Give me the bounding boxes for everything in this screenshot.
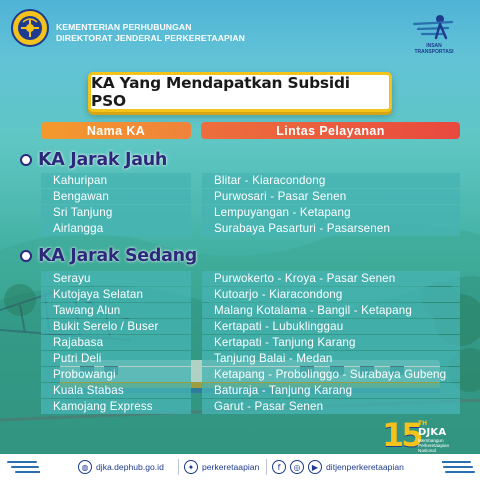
footer-twitter[interactable] <box>184 460 259 474</box>
cell-lintas: Tanjung Balai - Medan <box>202 351 460 366</box>
badge-name: DJKA <box>418 427 447 438</box>
org-line-1: KEMENTERIAN PERHUBUNGAN <box>56 22 192 32</box>
table-row <box>0 287 480 302</box>
table-row <box>0 221 480 236</box>
cell-lintas: Purwosari - Pasar Senen <box>202 189 460 204</box>
cell-nama: Kuala Stabas <box>41 383 191 398</box>
table-row <box>0 399 480 414</box>
cell-nama: Kamojang Express <box>41 399 191 414</box>
cell-nama: Airlangga <box>41 221 191 236</box>
column-header-nama: Nama KA <box>41 122 191 139</box>
cell-lintas: Kutoarjo - Kiaracondong <box>202 287 460 302</box>
section-title: KA Jarak Jauh <box>38 150 168 170</box>
footer <box>0 454 480 480</box>
cell-lintas: Ketapang - Probolinggo - Surabaya Gubeng <box>202 367 460 382</box>
cell-nama: Tawang Alun <box>41 303 191 318</box>
globe-icon: ◍ <box>78 460 92 474</box>
cell-lintas: Kertapati - Lubuklinggau <box>202 319 460 334</box>
kemenhub-logo-icon <box>10 8 50 48</box>
instagram-icon: ◎ <box>290 460 304 474</box>
cell-nama: Rajabasa <box>41 335 191 350</box>
twitter-icon: ✦ <box>184 460 198 474</box>
org-line-2: DIREKTORAT JENDERAL PERKERETAAPIAN <box>56 32 245 43</box>
footer-divider <box>266 459 267 475</box>
table-row <box>0 319 480 334</box>
cell-lintas: Blitar - Kiaracondong <box>202 173 460 188</box>
table-row <box>0 271 480 286</box>
cell-lintas: Kertapati - Tanjung Karang <box>202 335 460 350</box>
cell-nama: Bukit Serelo / Buser <box>41 319 191 334</box>
cell-lintas: Purwokerto - Kroya - Pasar Senen <box>202 271 460 286</box>
section-jarak-sedang <box>20 246 197 266</box>
title-banner <box>88 72 392 112</box>
section-jarak-jauh <box>20 150 167 170</box>
header <box>0 0 480 62</box>
table-row <box>0 173 480 188</box>
cell-lintas: Lempuyangan - Ketapang <box>202 205 460 220</box>
table-row <box>0 303 480 318</box>
website-text: djka.dephub.go.id <box>96 462 164 472</box>
cell-nama: Bengawan <box>41 189 191 204</box>
badge-suffix: TH <box>418 420 428 427</box>
insan-transportasi-logo <box>406 12 462 56</box>
badge-tagline: Membangun Perkeretaapian Nasional <box>418 438 450 453</box>
cell-lintas: Malang Kotalama - Bangil - Ketapang <box>202 303 460 318</box>
facebook-icon: f <box>272 460 286 474</box>
bullet-icon <box>20 154 32 166</box>
bullet-icon <box>20 250 32 262</box>
cell-nama: Kahuripan <box>41 173 191 188</box>
table-row <box>0 335 480 350</box>
cell-lintas: Garut - Pasar Senen <box>202 399 460 414</box>
cell-nama: Putri Deli <box>41 351 191 366</box>
table-row <box>0 189 480 204</box>
rail-stripes-right-icon <box>442 458 476 476</box>
cell-nama: Serayu <box>41 271 191 286</box>
section-title: KA Jarak Sedang <box>38 246 197 266</box>
footer-social[interactable] <box>272 460 404 474</box>
cell-nama: Kutojaya Selatan <box>41 287 191 302</box>
anniversary-badge <box>382 418 468 452</box>
twitter-text: perkeretaapian <box>202 462 260 472</box>
table-row <box>0 205 480 220</box>
cell-lintas: Baturaja - Tanjung Karang <box>202 383 460 398</box>
table-row <box>0 383 480 398</box>
cell-lintas: Surabaya Pasarturi - Pasarsenen <box>202 221 460 236</box>
insan-line-2: TRANSPORTASI <box>414 48 454 55</box>
column-header-lintas: Lintas Pelayanan <box>201 122 460 139</box>
organization-name <box>56 22 245 43</box>
footer-website[interactable] <box>78 460 164 474</box>
footer-divider <box>178 459 179 475</box>
table-row <box>0 367 480 382</box>
insan-transportasi-icon <box>406 12 462 44</box>
page-title: KA Yang Mendapatkan Subsidi PSO <box>91 74 350 110</box>
table-row <box>0 351 480 366</box>
youtube-icon: ▶ <box>308 460 322 474</box>
rail-stripes-left-icon <box>6 458 40 476</box>
cell-nama: Sri Tanjung <box>41 205 191 220</box>
cell-nama: Probowangi <box>41 367 191 382</box>
insan-text <box>406 44 462 55</box>
insan-line-1: INSAN <box>426 43 442 49</box>
badge-number: 15 <box>382 416 421 454</box>
social-text: ditjenperkeretaapian <box>326 462 404 472</box>
